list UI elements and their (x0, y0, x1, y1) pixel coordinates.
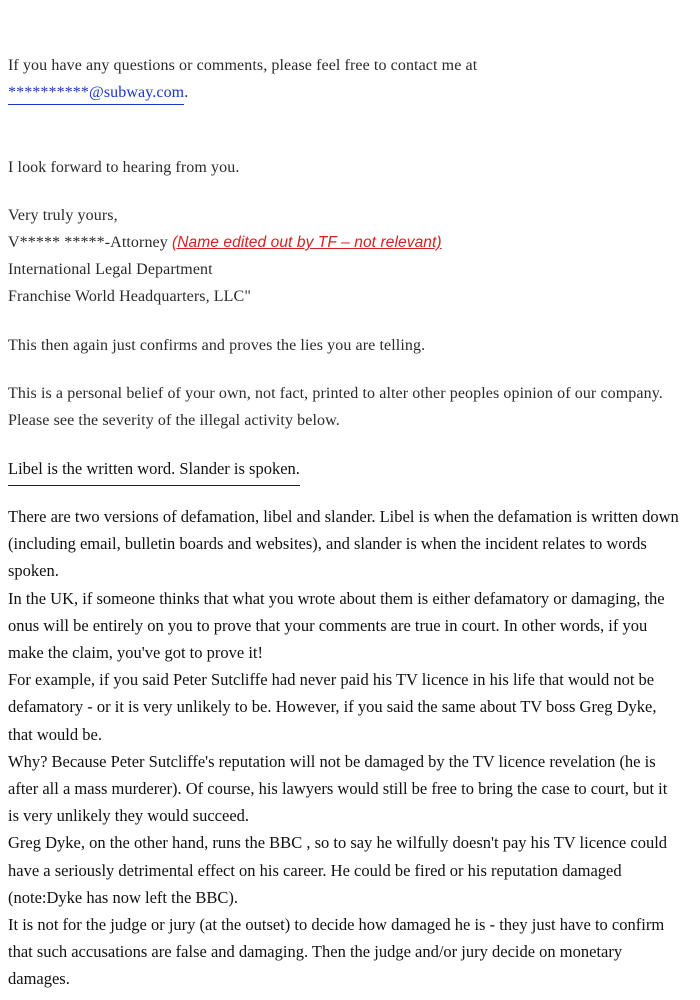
libel-paragraph: Why? Because Peter Sutcliffe's reputation will not be damaged by the TV licence revelation (he is after all a mass murderer). Of course, his lawyers would still be free to bring the case to court, but it is very unlikely they would succeed. (8, 751, 668, 826)
contact-email-line (8, 79, 688, 106)
libel-paragraph: For example, if you said Peter Sutcliffe had never paid his TV licence in his life that would not be defamatory - or it is very unlikely to be. However, if you said the same about TV boss Greg Dyke, that would be. (8, 670, 657, 744)
email-trailing: . (184, 84, 189, 101)
libel-paragraph: It is not for the judge or jury (at the outset) to decide how damaged he is - they just have to confirm that such accusations are false and damaging. Then the judge and/or jury decide on monetary damages. (8, 915, 665, 989)
libel-paragraph: Greg Dyke, on the other hand, runs the BBC , so to say he wilfully doesn't pay his TV licence could have a seriously detrimental effect on his career. He could be fired or his reputation damaged (note:Dyke has now left the BBC). (8, 833, 668, 907)
libel-paragraph: There are two versions of defamation, libel and slander. Libel is when the defamation is written down (including email, bulletin boards and websites), and slander is when the incident relates to words spoken. (8, 507, 679, 581)
forward-line: I look forward to hearing from you. (8, 159, 240, 176)
edit-note: (Name edited out by TF – not relevant) (171, 234, 442, 251)
contact-paragraph (8, 52, 688, 106)
libel-body (8, 503, 680, 993)
company: Franchise World Headquarters, LLC" (8, 288, 251, 305)
response-paragraph-1: This then again just confirms and proves the lies you are telling. (8, 337, 426, 354)
response-paragraph-2: This is a personal belief of your own, not fact, printed to alter other peoples opinion of our company. Please see the severity of the illegal activity below. (8, 385, 663, 429)
contact-intro: If you have any questions or comments, please feel free to contact me at (8, 57, 478, 74)
libel-paragraph: In the UK, if someone thinks that what you wrote about them is either defamatory or damaging, the onus will be entirely on you to prove that your comments are true in court. In other words, if you make the claim, you've got to prove it! (8, 588, 665, 663)
libel-heading (8, 455, 300, 486)
libel-heading-text: Libel is the written word. Slander is spoken. (8, 455, 300, 486)
signature-block (8, 202, 688, 310)
salutation: Very truly yours, (8, 207, 118, 224)
signer-name: V***** *****-Attorney (8, 234, 168, 251)
signer-line (8, 229, 688, 256)
department: International Legal Department (8, 261, 213, 278)
email-link[interactable]: **********@subway.com (8, 84, 184, 105)
